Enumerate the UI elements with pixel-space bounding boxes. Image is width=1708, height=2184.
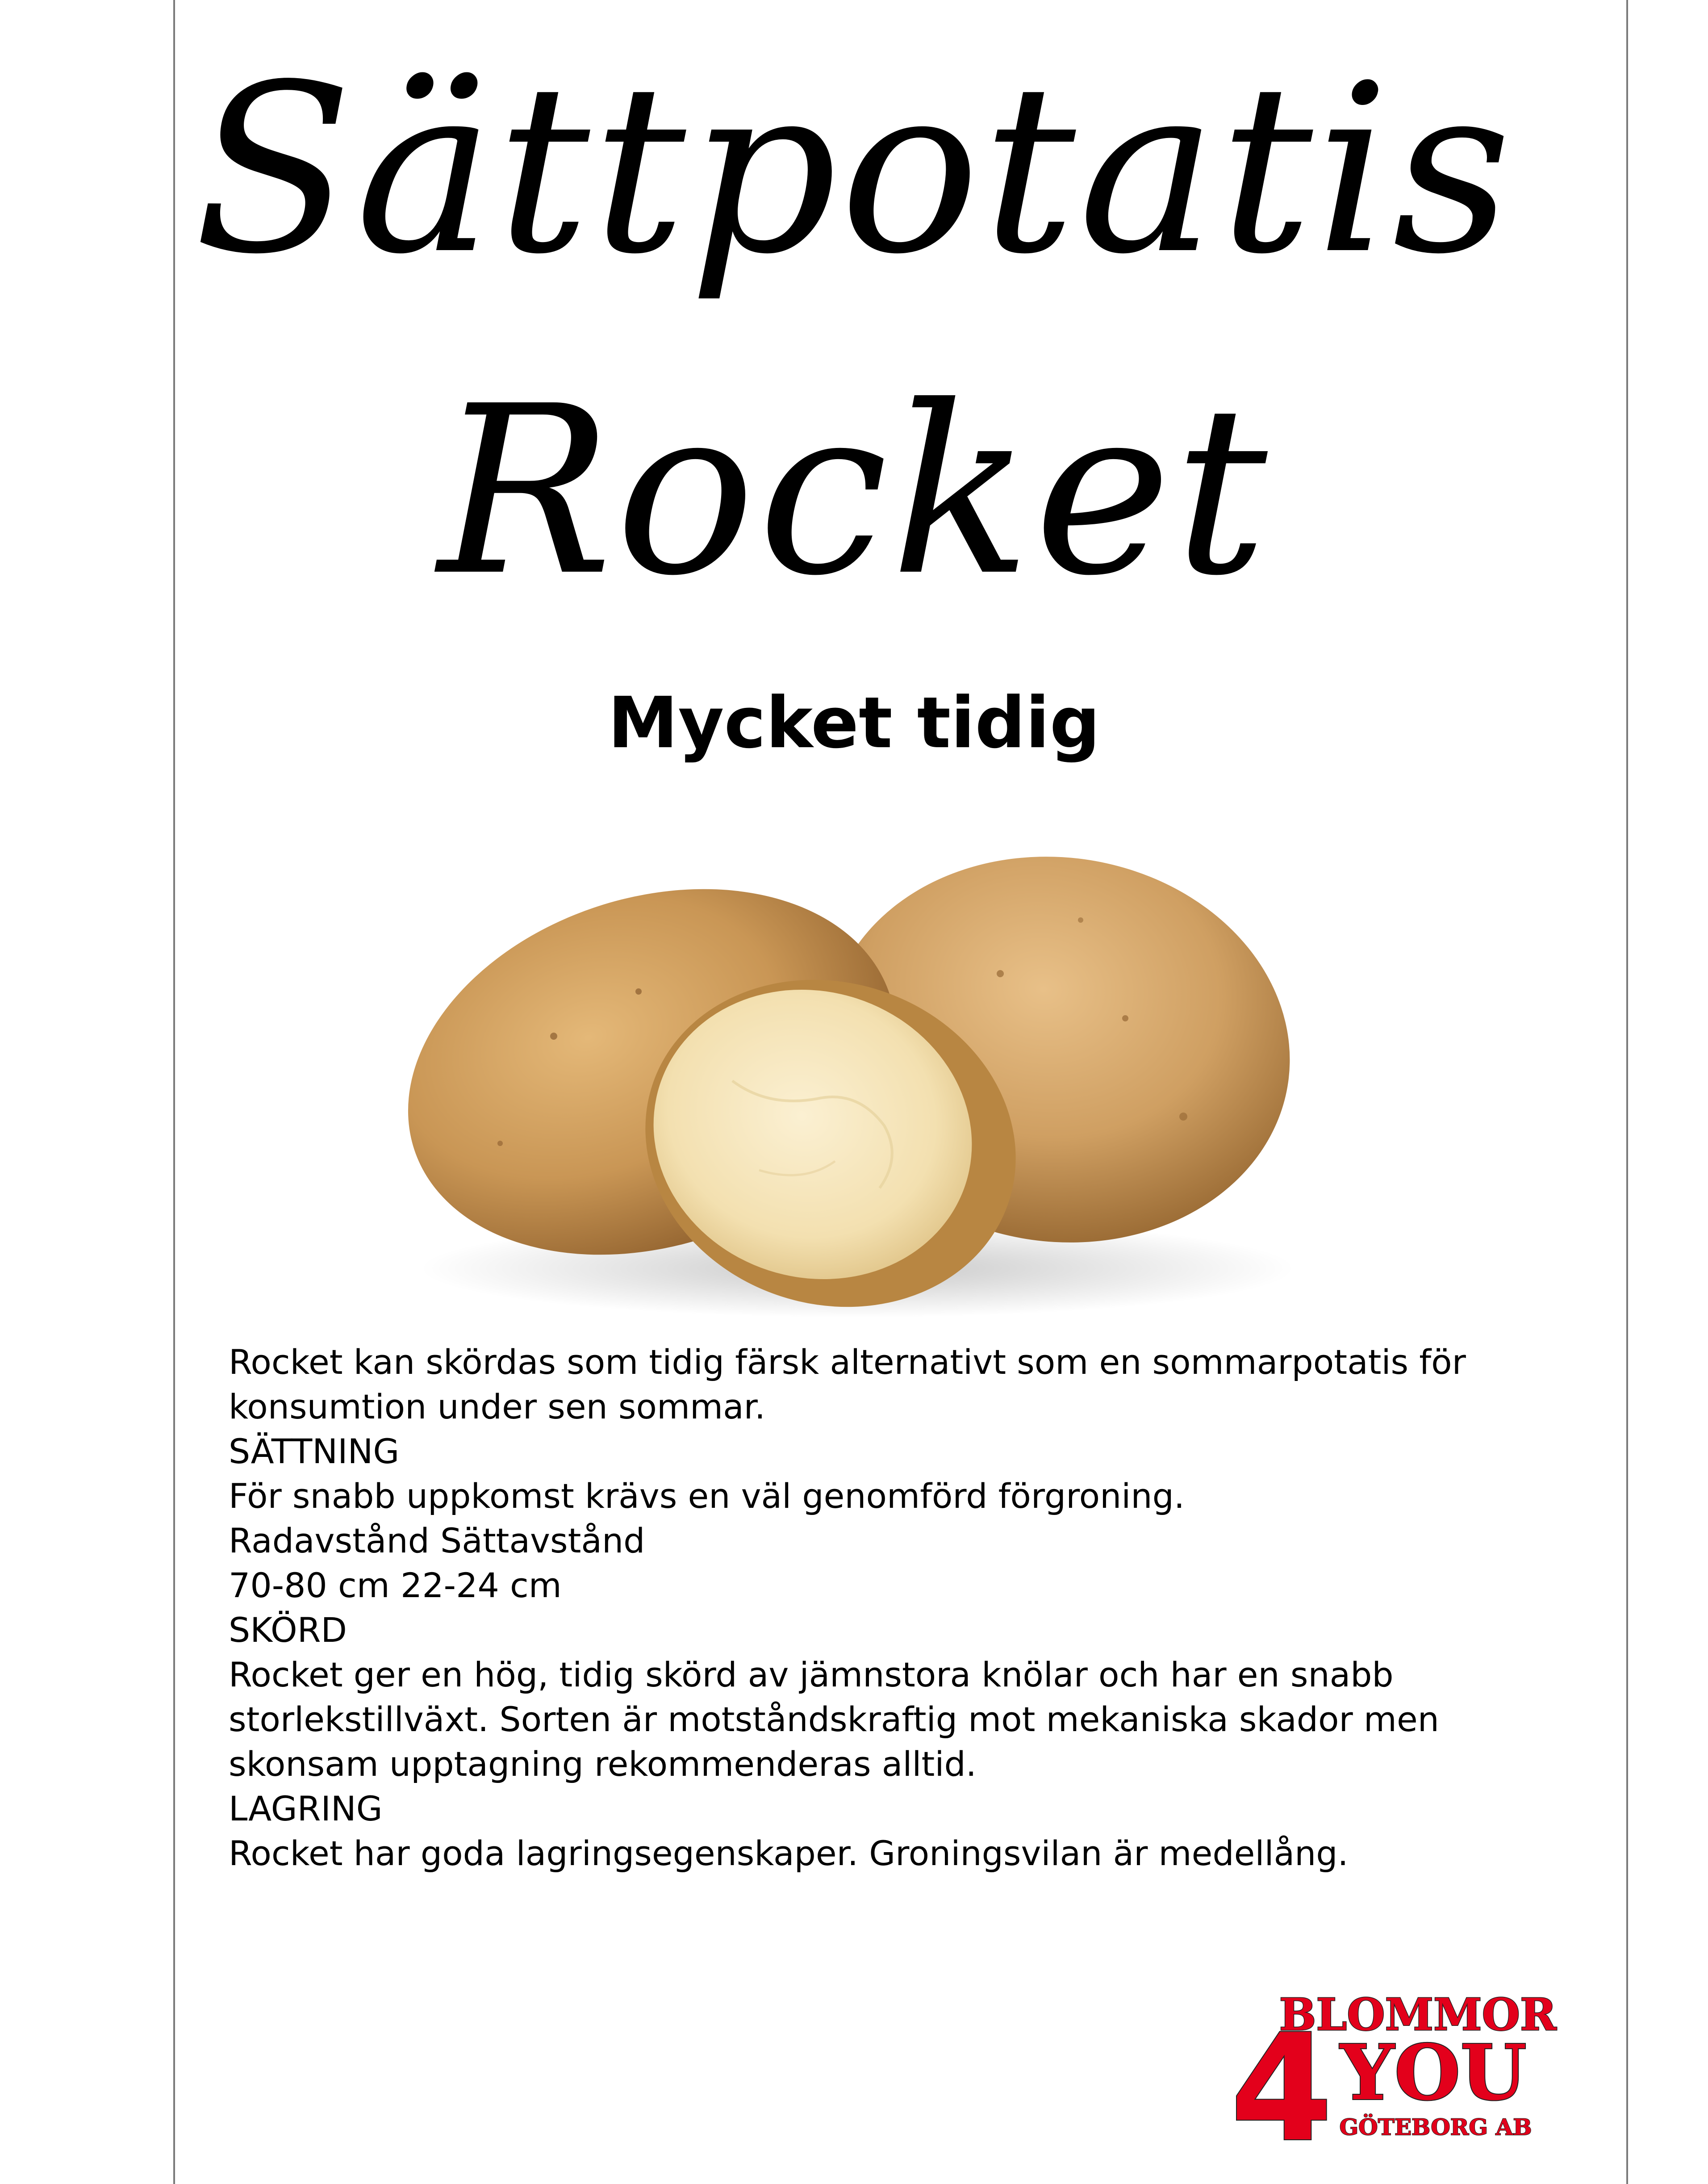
description-line: Rocket har goda lagringsegenskaper. Groningsvilan är medellång.	[229, 1833, 1349, 1873]
section-heading-lagring: LAGRING	[229, 1789, 383, 1828]
logo-word-you: YOU	[1340, 2028, 1527, 2117]
potato-illustration	[366, 804, 1326, 1331]
description-line: Radavstånd Sättavstånd	[229, 1521, 645, 1561]
logo-word-goteborg: GÖTEBORG AB	[1339, 2114, 1532, 2140]
description-text	[229, 1340, 1524, 1876]
section-heading-sattning: SÄTTNING	[229, 1431, 400, 1471]
title-line-2: Rocket	[438, 356, 1270, 627]
description-line: skonsam upptagning rekommenderas alltid.	[229, 1744, 977, 1784]
description-line: 70-80 cm 22-24 cm	[229, 1565, 562, 1605]
subtitle: Mycket tidig	[608, 682, 1100, 764]
description-line: Rocket ger en hög, tidig skörd av jämnstora knölar och har en snabb	[229, 1655, 1394, 1694]
logo-word-blommor: BLOMMOR	[1279, 1989, 1557, 2041]
title-line-1: Sättpotatis	[193, 34, 1515, 305]
description-line: konsumtion under sen sommar.	[229, 1387, 766, 1427]
description-line: storlekstillväxt. Sorten är motståndskraftig mot mekaniska skador men	[229, 1699, 1439, 1739]
description-line: Rocket kan skördas som tidig färsk alternativt som en sommarpotatis för	[229, 1342, 1466, 1382]
description-line: För snabb uppkomst krävs en väl genomförd förgroning.	[229, 1476, 1185, 1516]
section-heading-skord: SKÖRD	[229, 1610, 347, 1650]
brand-logo	[1230, 1987, 1558, 2174]
logo-numeral-4: 4	[1230, 2003, 1333, 2174]
